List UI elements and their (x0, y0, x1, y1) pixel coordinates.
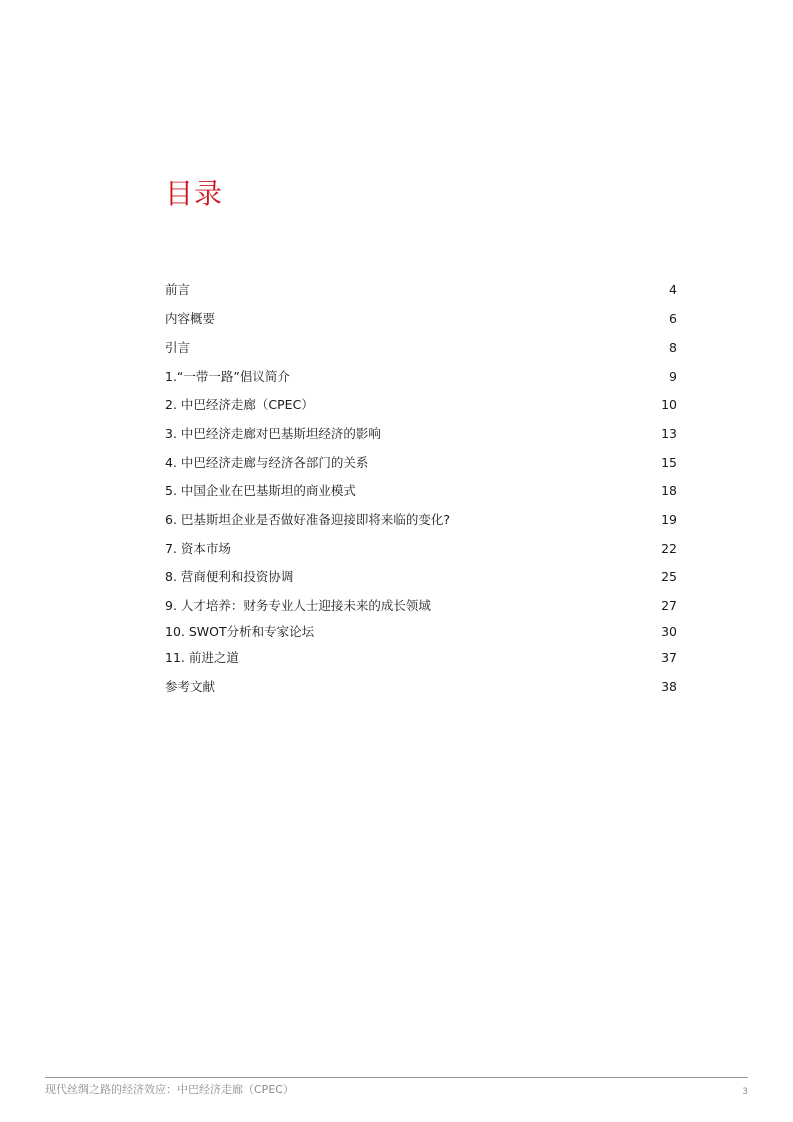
toc-entry-label: 8. 营商便利和投资协调 (165, 569, 294, 584)
toc-entry[interactable] (165, 510, 677, 530)
toc-entry[interactable] (165, 539, 677, 559)
toc-entry[interactable] (165, 309, 677, 329)
toc-entry[interactable] (165, 567, 677, 587)
toc-entry[interactable] (165, 596, 677, 616)
toc-entry-page: 37 (661, 650, 677, 665)
page-title: 目录 (165, 177, 224, 210)
toc-entry-label: 11. 前进之道 (165, 650, 239, 665)
toc-entry-label: 4. 中巴经济走廊与经济各部门的关系 (165, 455, 369, 470)
toc-entry[interactable] (165, 648, 677, 668)
toc-entry-page: 15 (661, 455, 677, 470)
toc-entry-label: 引言 (165, 340, 191, 355)
toc-entry-label: 2. 中巴经济走廊（CPEC） (165, 397, 314, 412)
toc-entry[interactable] (165, 367, 677, 387)
footer-page-number: 3 (742, 1087, 748, 1097)
toc-entry-page: 25 (661, 569, 677, 584)
toc-entry[interactable] (165, 622, 677, 642)
footer-divider (45, 1077, 748, 1078)
toc-entry-page: 30 (661, 624, 677, 639)
toc-entry-page: 6 (669, 311, 677, 326)
toc-entry-page: 8 (669, 340, 677, 355)
toc-entry-label: 5. 中国企业在巴基斯坦的商业模式 (165, 483, 356, 498)
toc-entry-label: 9. 人才培养：财务专业人士迎接未来的成长领域 (165, 598, 431, 613)
toc-entry-label: 参考文献 (165, 679, 216, 694)
toc-entry-page: 22 (661, 541, 677, 556)
toc-entry-page: 19 (661, 512, 677, 527)
toc-entry-label: 内容概要 (165, 311, 216, 326)
toc-entry-label: 10. SWOT分析和专家论坛 (165, 624, 315, 639)
toc-entry-page: 38 (661, 679, 677, 694)
toc-entry-label: 前言 (165, 282, 191, 297)
toc-entry[interactable] (165, 481, 677, 501)
toc-entry[interactable] (165, 424, 677, 444)
toc-entry[interactable] (165, 395, 677, 415)
toc-entry-label: 7. 资本市场 (165, 541, 231, 556)
toc-entry-page: 13 (661, 426, 677, 441)
toc-entry[interactable] (165, 677, 677, 697)
toc-entry-label: 6. 巴基斯坦企业是否做好准备迎接即将来临的变化? (165, 512, 451, 527)
toc-entry[interactable] (165, 453, 677, 473)
toc-entry-page: 27 (661, 598, 677, 613)
toc-entry-page: 4 (669, 282, 677, 297)
toc-entry-label: 1.“一带一路”倡议简介 (165, 369, 290, 384)
toc-entry-page: 10 (661, 397, 677, 412)
toc-entry-page: 9 (669, 369, 677, 384)
footer-document-title: 现代丝绸之路的经济效应：中巴经济走廊（CPEC） (45, 1083, 294, 1096)
toc-entry[interactable] (165, 280, 677, 300)
toc-entry-label: 3. 中巴经济走廊对巴基斯坦经济的影响 (165, 426, 381, 441)
toc-entry[interactable] (165, 338, 677, 358)
toc-entry-page: 18 (661, 483, 677, 498)
